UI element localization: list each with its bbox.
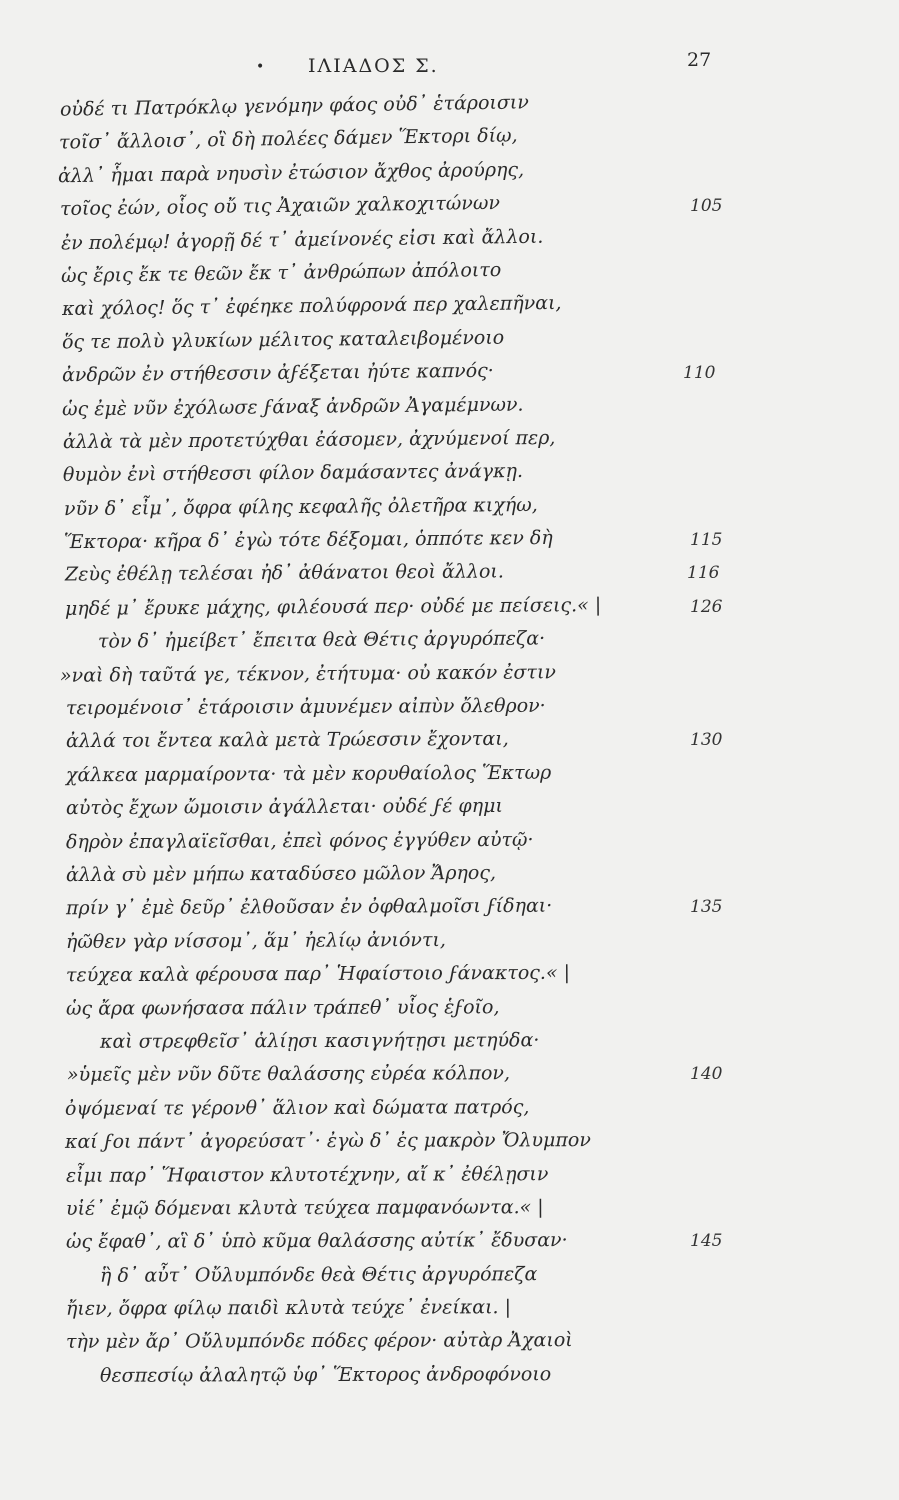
line-number: 115 (690, 530, 723, 551)
verse-line (0, 190, 899, 223)
page-header (0, 49, 899, 85)
verse-line (0, 724, 899, 757)
verse-line (0, 557, 899, 590)
header-bullet: • (256, 59, 265, 75)
verse-text: εἶμι παρ᾽ Ἥφαιστον κλυτοτέχνην, αἴ κ᾽ ἐθέλῃσιν (65, 1162, 549, 1187)
verse-text: ἀλλ᾽ ἧμαι παρὰ νηυσὶν ἐτώσιον ἄχθος ἀρούρης, (57, 158, 525, 188)
verse-text: χάλκεα μαρμαίροντα· τὰ μὲν κορυθαίολος Ἕκτωρ (65, 761, 552, 787)
line-number: 135 (690, 897, 723, 918)
verse-line (0, 357, 899, 390)
verse-text: δηρὸν ἐπαγλαϊεῖσθαι, ἐπεὶ φόνος ἐγγύθεν αὐτῷ· (65, 828, 534, 853)
verse-text: τὴν μὲν ἄρ᾽ Οὔλυμπόνδε πόδες φέρον· αὐτὰρ Ἀχαιοὶ (65, 1329, 573, 1354)
verse-text: ὡς ἐμὲ νῦν ἐχόλωσε ϝάναξ ἀνδρῶν Ἀγαμέμνων. (61, 393, 524, 420)
verse-line (0, 758, 899, 791)
verse-text: ὡς ἄρα φωνήσασα πάλιν τράπεθ᾽ υἷος ἑϝοῖο, (65, 995, 500, 1020)
verse-text: ἀλλά τοι ἔντεα καλὰ μετὰ Τρώεσσιν ἔχονται, (65, 728, 509, 753)
verse-line (0, 1125, 899, 1158)
verse-text: Ζεὺς ἐθέλῃ τελέσαι ἠδ᾽ ἀθάνατοι θεοὶ ἄλλοι. (64, 560, 504, 587)
verse-line (0, 1192, 899, 1225)
verse-text: »ναὶ δὴ ταῦτά γε, τέκνον, ἐτήτυμα· οὐ κακόν ἐστιν (59, 660, 557, 687)
verse-text: πρίν γ᾽ ἐμὲ δεῦρ᾽ ἐλθοῦσαν ἐν ὀφθαλμοῖσι ϝίδηαι· (65, 895, 553, 920)
page-number: 27 (687, 49, 712, 71)
verse-line (0, 123, 899, 156)
verse-line (0, 1025, 899, 1058)
verse-line (0, 992, 899, 1025)
verse-text: τοῖος ἐών, οἷος οὔ τις Ἀχαιῶν χαλκοχιτώνων (59, 192, 501, 221)
verse-text: καί ϝοι πάντ᾽ ἀγορεύσατ᾽· ἐγὼ δ᾽ ἐς μακρὸν Ὄλυμπον (64, 1129, 591, 1154)
verse-line (0, 491, 899, 524)
verse-text: Ἕκτορα· κῆρα δ᾽ ἐγὼ τότε δέξομαι, ὁππότε κεν δὴ (63, 526, 553, 554)
verse-text: καὶ χόλος! ὅς τ᾽ ἐφέηκε πολύφρονά περ χαλεπῆναι, (61, 292, 562, 321)
line-number: 116 (687, 563, 720, 584)
verse-text: τειρομένοισ᾽ ἑτάροισιν ἀμυνέμεν αἰπὺν ὄλεθρον· (65, 694, 546, 720)
verse-text: οὐδέ τι Πατρόκλῳ γενόμην φάος οὐδ᾽ ἑτάροισιν (59, 91, 530, 121)
line-number: 110 (683, 363, 716, 384)
verse-text: ὡς ἔφαθ᾽, αἳ δ᾽ ὑπὸ κῦμα θαλάσσης αὐτίκ᾽ ἔδυσαν· (65, 1229, 568, 1254)
verse-line (0, 1225, 899, 1258)
verse-line (0, 691, 899, 724)
verse-text: ἠῶθεν γὰρ νίσσομ᾽, ἅμ᾽ ἠελίῳ ἀνιόντι, (65, 928, 447, 953)
verse-text: ὡς ἔρις ἔκ τε θεῶν ἔκ τ᾽ ἀνθρώπων ἀπόλοιτο (60, 258, 502, 288)
verse-text: ἀλλὰ σὺ μὲν μήπω καταδύσεο μῶλον Ἄρηος, (65, 861, 497, 887)
verse-line (0, 791, 899, 824)
verse-line (0, 224, 899, 257)
verse-text: ἐν πολέμῳ! ἀγορῇ δέ τ᾽ ἀμείνονές εἰσι καὶ ἄλλοι. (60, 225, 544, 254)
verse-line (0, 891, 899, 924)
verse-text: θεσπεσίῳ ἀλαλητῷ ὑφ᾽ Ἕκτορος ἀνδροφόνοιο (99, 1363, 552, 1387)
verse-line (0, 1325, 899, 1358)
verse-text: ἣ δ᾽ αὖτ᾽ Οὔλυμπόνδε θεὰ Θέτις ἀργυρόπεζα (99, 1262, 538, 1287)
verse-line (0, 858, 899, 891)
verse-text: καὶ στρεφθεῖσ᾽ ἁλίῃσι κασιγνήτῃσι μετηύδα· (99, 1029, 540, 1053)
line-number: 145 (690, 1231, 723, 1252)
verse-text: ἤιεν, ὄφρα φίλῳ παιδὶ κλυτὰ τεύχε᾽ ἐνείκαι. | (65, 1296, 512, 1320)
verse-line (0, 290, 899, 323)
verse-line (0, 257, 899, 290)
running-head: ΙΛΙΑΔΟΣ Σ. (308, 55, 439, 77)
verse-text: ὅς τε πολὺ γλυκίων μέλιτος καταλειβομένοιο (61, 326, 505, 354)
verse-line (0, 591, 899, 624)
verse-line (0, 457, 899, 490)
verse-line (0, 1159, 899, 1192)
verse-line (0, 424, 899, 457)
line-number: 105 (690, 196, 723, 217)
verse-line (0, 925, 899, 958)
verse-line (0, 524, 899, 557)
verse-text: ἀλλὰ τὰ μὲν προτετύχθαι ἐάσομεν, ἀχνύμενοί περ, (62, 426, 556, 454)
verse-block (0, 90, 899, 1392)
verse-line (0, 1058, 899, 1091)
verse-line (0, 658, 899, 691)
verse-text: τεύχεα καλὰ φέρουσα παρ᾽ Ἡφαίστοιο ϝάνακτος.« | (65, 961, 571, 987)
verse-text: τὸν δ᾽ ἠμείβετ᾽ ἔπειτα θεὰ Θέτις ἀργυρόπεζα· (97, 627, 546, 653)
verse-line (0, 1092, 899, 1125)
verse-text: »ὑμεῖς μὲν νῦν δῦτε θαλάσσης εὐρέα κόλπον, (66, 1062, 511, 1087)
verse-line (0, 90, 899, 123)
verse-text: ἀνδρῶν ἐν στήθεσσιν ἀϝέξεται ἠύτε καπνός· (61, 359, 494, 387)
verse-line (0, 624, 899, 657)
line-number: 126 (690, 596, 723, 617)
verse-text: ὀψόμεναί τε γέρονθ᾽ ἅλιον καὶ δώματα πατρός, (64, 1095, 530, 1120)
verse-text: νῦν δ᾽ εἶμ᾽, ὄφρα φίλης κεφαλῆς ὀλετῆρα κιχήω, (63, 493, 538, 520)
verse-line (0, 825, 899, 858)
verse-line (0, 958, 899, 991)
verse-line (0, 1259, 899, 1292)
verse-line (0, 1292, 899, 1325)
verse-text: μηδέ μ᾽ ἔρυκε μάχης, φιλέουσά περ· οὐδέ με πείσεις.« | (64, 593, 602, 620)
verse-line (0, 391, 899, 424)
line-number: 140 (690, 1064, 723, 1085)
verse-text: υἱέ᾽ ἐμῷ δόμεναι κλυτὰ τεύχεα παμφανόωντα.« | (65, 1196, 544, 1220)
verse-line (0, 157, 899, 190)
verse-line (0, 1359, 899, 1392)
verse-text: τοῖσ᾽ ἄλλοισ᾽, οἳ δὴ πολέες δάμεν Ἕκτορι δίῳ, (58, 124, 518, 154)
verse-line (0, 324, 899, 357)
line-number: 130 (690, 730, 723, 751)
verse-text: αὐτὸς ἔχων ὤμοισιν ἀγάλλεται· οὐδέ ϝέ φημι (65, 795, 503, 820)
verse-text: θυμὸν ἐνὶ στήθεσσι φίλον δαμάσαντες ἀνάγκῃ. (62, 460, 524, 487)
